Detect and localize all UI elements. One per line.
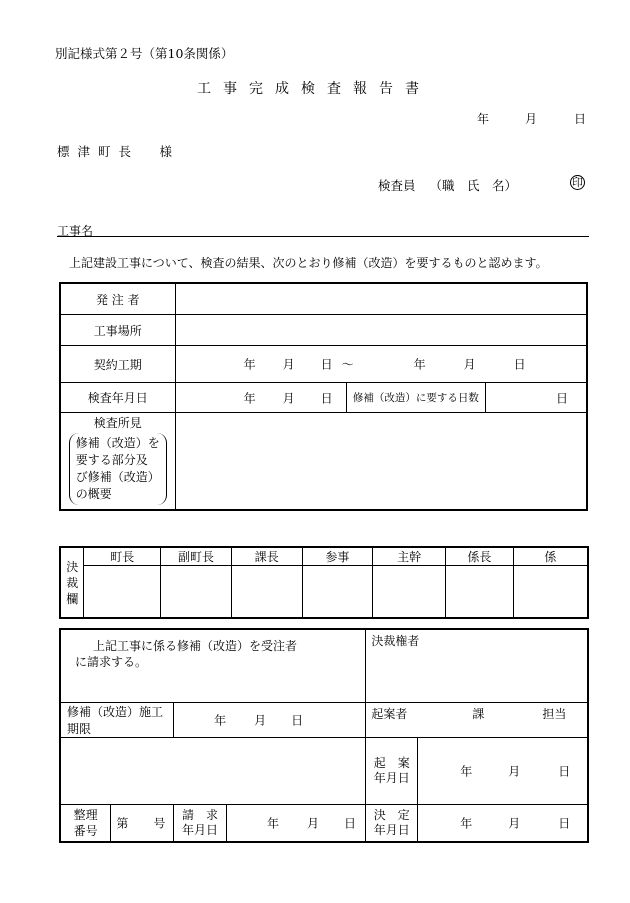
findings-sub-line: 修補（改造）を bbox=[75, 436, 160, 450]
decision-day: 日 bbox=[558, 816, 571, 831]
project-name-label: 工事名 bbox=[57, 224, 94, 238]
site-field[interactable] bbox=[175, 315, 587, 346]
inspector-line bbox=[378, 176, 517, 194]
draft-date-label bbox=[366, 738, 418, 805]
request-text-cell bbox=[60, 629, 366, 703]
deadline-label: 修補（改造）施工期限 bbox=[60, 703, 174, 738]
decision-date-label bbox=[366, 805, 418, 843]
drafter-charge-unit: 担当 bbox=[542, 707, 567, 721]
inspection-year: 年 bbox=[243, 391, 256, 405]
top-date-year: 年 bbox=[477, 112, 490, 126]
period-start-day: 日 bbox=[320, 357, 333, 372]
draft-month: 月 bbox=[508, 764, 521, 779]
addressee: 標津町長 様 bbox=[57, 144, 181, 159]
contract-period-label: 契約工期 bbox=[60, 346, 175, 383]
approval-col-header: 参事 bbox=[302, 547, 373, 566]
request-date-label-line: 年月日 bbox=[182, 823, 219, 837]
repair-days-field[interactable] bbox=[486, 383, 587, 413]
number-suffix: 号 bbox=[153, 816, 166, 831]
findings-sub-line: 要する部分及 bbox=[75, 453, 148, 467]
draft-date-field[interactable] bbox=[418, 738, 588, 805]
seal-mark: 印 bbox=[572, 176, 583, 189]
period-tilde: 〜 bbox=[341, 357, 354, 372]
page-title: 工事完成検査報告書 bbox=[197, 81, 431, 97]
request-date-label bbox=[174, 805, 227, 843]
authority-label: 決裁権者 bbox=[371, 634, 420, 648]
approval-stamp-cell[interactable] bbox=[161, 566, 232, 619]
inspector-name-field: （職 氏 名） bbox=[429, 178, 518, 193]
approval-stamp-cell[interactable] bbox=[373, 566, 446, 619]
approval-stamp-cell[interactable] bbox=[84, 566, 161, 619]
drafter-cell[interactable] bbox=[366, 703, 588, 738]
deadline-day: 日 bbox=[291, 713, 304, 728]
decision-year: 年 bbox=[460, 816, 473, 831]
period-end-month: 月 bbox=[463, 357, 476, 372]
approval-stamp-cell[interactable] bbox=[513, 566, 588, 619]
draft-date-label-line: 起 案 bbox=[373, 756, 410, 770]
drafter-section-unit: 課 bbox=[472, 707, 485, 721]
authority-cell[interactable] bbox=[366, 629, 588, 703]
draft-year: 年 bbox=[460, 764, 473, 779]
request-date-field[interactable] bbox=[226, 805, 365, 843]
drafter-label: 起案者 bbox=[371, 707, 408, 721]
decision-date-label-line: 決 定 bbox=[373, 808, 410, 822]
approval-col-header: 主幹 bbox=[373, 547, 446, 566]
request-table bbox=[59, 628, 589, 843]
deadline-year: 年 bbox=[214, 713, 227, 728]
approval-stamp-cell[interactable] bbox=[231, 566, 302, 619]
period-start-month: 月 bbox=[282, 357, 295, 372]
approval-stamp-cell[interactable] bbox=[445, 566, 513, 619]
approval-col-header: 係 bbox=[513, 547, 588, 566]
request-day: 日 bbox=[343, 816, 356, 831]
decision-month: 月 bbox=[508, 816, 521, 831]
approval-label-char: 欄 bbox=[66, 591, 79, 606]
ref-label-line: 整理 bbox=[73, 808, 98, 822]
number-prefix: 第 bbox=[116, 816, 129, 831]
inspector-label: 検査員 bbox=[378, 178, 416, 193]
ref-number-label bbox=[60, 805, 111, 843]
findings-sub-line: び修補（改造） bbox=[75, 470, 160, 484]
request-blank-area[interactable] bbox=[60, 738, 366, 805]
form-number: 別記様式第２号（第10条関係） bbox=[55, 46, 234, 61]
ref-label-line: 番号 bbox=[73, 824, 98, 838]
findings-sub-bracket bbox=[69, 433, 167, 505]
period-end-year: 年 bbox=[413, 357, 426, 372]
request-text-line2: に請求する。 bbox=[75, 655, 148, 669]
decision-date-field[interactable] bbox=[418, 805, 588, 843]
site-label: 工事場所 bbox=[60, 315, 175, 346]
contract-period-field[interactable] bbox=[175, 346, 587, 383]
request-date-label-line: 請 求 bbox=[182, 808, 219, 822]
findings-label: 検査所見 bbox=[93, 416, 142, 430]
findings-label-cell bbox=[60, 413, 175, 511]
findings-field[interactable] bbox=[175, 413, 587, 511]
request-year: 年 bbox=[266, 816, 279, 831]
repair-days-unit: 日 bbox=[556, 391, 569, 405]
inspection-day: 日 bbox=[320, 391, 333, 405]
inspection-date-label: 検査年月日 bbox=[60, 383, 175, 413]
orderer-field[interactable] bbox=[175, 283, 587, 315]
intro-text: 上記建設工事について、検査の結果、次のとおり修補（改造）を要するものと認めます。 bbox=[69, 256, 548, 270]
decision-date-label-line: 年月日 bbox=[373, 823, 410, 837]
approval-label-char: 決 bbox=[66, 559, 79, 574]
top-date-day: 日 bbox=[574, 112, 587, 126]
period-start-year: 年 bbox=[243, 357, 256, 372]
approval-col-header: 町長 bbox=[84, 547, 161, 566]
draft-day: 日 bbox=[558, 764, 571, 779]
inspection-date-field[interactable] bbox=[175, 383, 346, 413]
approval-col-header: 副町長 bbox=[161, 547, 232, 566]
approval-label-char: 裁 bbox=[66, 575, 79, 590]
approval-stamp-cell[interactable] bbox=[302, 566, 373, 619]
request-text-line1: 上記工事に係る修補（改造）を受注者 bbox=[93, 639, 298, 653]
findings-sub-line: の概要 bbox=[75, 487, 112, 501]
deadline-month: 月 bbox=[254, 713, 267, 728]
inspection-table bbox=[59, 282, 588, 511]
approval-col-header: 課長 bbox=[231, 547, 302, 566]
repair-days-label: 修補（改造）に要する日数 bbox=[346, 383, 485, 413]
top-date-month: 月 bbox=[525, 112, 538, 126]
approval-label bbox=[60, 547, 84, 618]
period-end-day: 日 bbox=[513, 357, 526, 372]
request-month: 月 bbox=[306, 816, 319, 831]
approval-col-header: 係長 bbox=[445, 547, 513, 566]
project-name-line bbox=[57, 236, 589, 237]
orderer-label: 発 注 者 bbox=[60, 283, 175, 315]
draft-date-label-line: 年月日 bbox=[373, 771, 410, 785]
deadline-field[interactable] bbox=[174, 703, 366, 738]
approval-table bbox=[59, 546, 589, 619]
ref-number-field[interactable] bbox=[111, 805, 174, 843]
inspection-month: 月 bbox=[282, 391, 295, 405]
